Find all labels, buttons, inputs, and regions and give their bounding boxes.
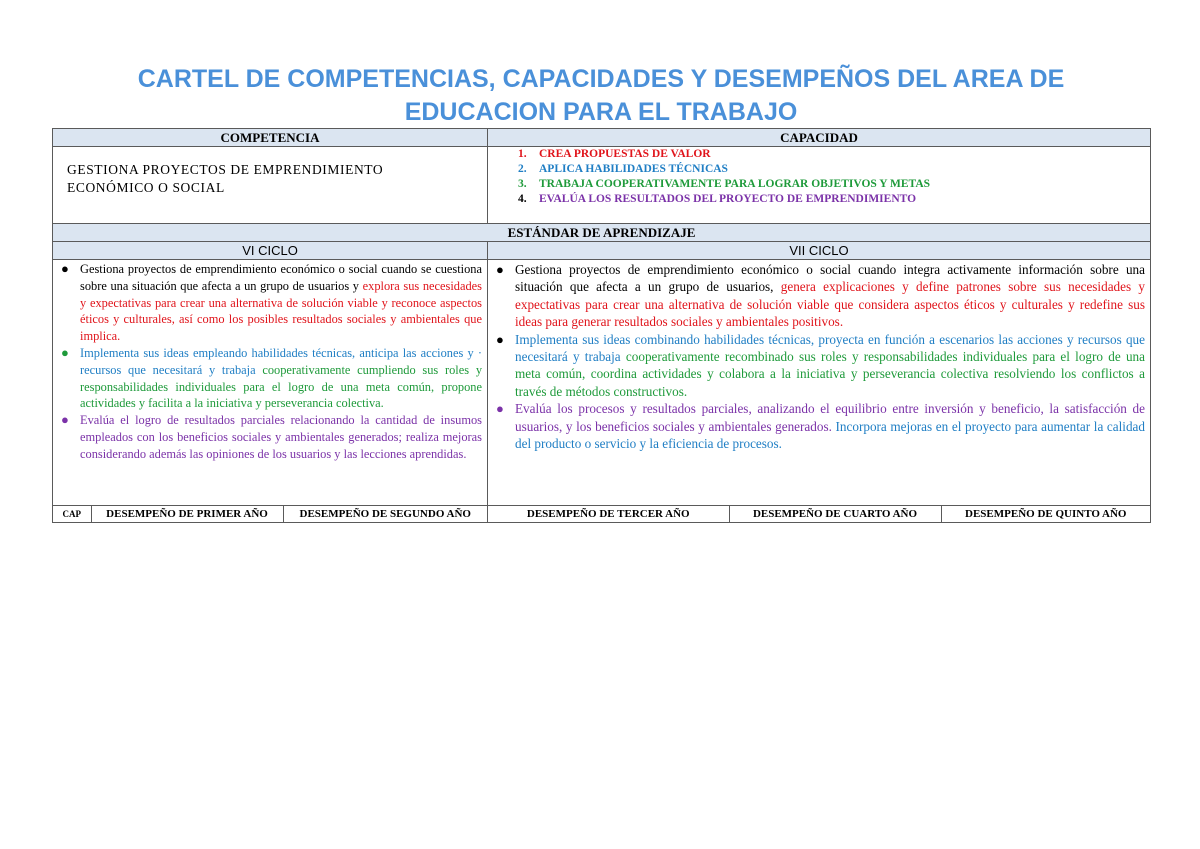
competencia-line-2: ECONÓMICO O SOCIAL bbox=[67, 180, 225, 195]
bullet-icon: ● bbox=[496, 262, 504, 277]
desempeno-left-group bbox=[53, 506, 488, 523]
capacidad-item bbox=[518, 192, 1142, 207]
title-line-1: CARTEL DE COMPETENCIAS, CAPACIDADES Y DESEMPEÑOS DEL AREA DE bbox=[137, 65, 1065, 93]
bullet-icon: ● bbox=[61, 344, 69, 360]
vii-b3-text: Evalúa los procesos y resultados parciales, analizando el equilibrio entre inversión y beneficio, la satisfacción de usuarios, y los beneficios sociales y ambientales generados. bbox=[515, 401, 1145, 434]
list-item bbox=[493, 400, 1145, 452]
competencia-line-1: GESTIONA PROYECTOS DE EMPRENDIMIENTO bbox=[67, 162, 384, 177]
vi-b1-highlight: explora sus necesidades y expectativas para crear una alternativa de solución viable y reconoce aspectos éticos y culturales, así como los posibles resultados sociales y ambientales que implica. bbox=[80, 278, 483, 344]
vii-b1-highlight: genera explicaciones y define patrones sobre sus necesidades y expectativas para crear una alternativa de solución viable que considera aspectos éticos y culturales y redefine sus ideas para generar resultados sociales y ambientales positivos. bbox=[515, 279, 1145, 330]
vi-ciclo-bullets bbox=[58, 261, 482, 463]
vii-b3-highlight: Incorpora mejoras en el proyecto para aumentar la calidad del producto o servicio y la eficiencia de procesos. bbox=[515, 418, 1145, 452]
vi-ciclo-standard bbox=[53, 260, 488, 506]
capacidad-item bbox=[518, 162, 1142, 177]
capacidad-number: 4. bbox=[518, 193, 527, 205]
desempeno-right-table bbox=[488, 506, 1150, 522]
competencia-cell bbox=[53, 147, 488, 224]
vi-b2-highlight: cooperativamente cumpliendo sus roles y responsabilidades individuales para el logro de una meta común, propone actividades y facilita a la iniciativa y perseverancia colectiva. bbox=[80, 362, 483, 411]
list-item bbox=[493, 331, 1145, 401]
bullet-icon: ● bbox=[496, 331, 504, 347]
list-item bbox=[58, 345, 482, 412]
vii-b2-highlight: cooperativamente recombinado sus roles y responsabilidades individuales para el logro de una meta común, coordina actividades y colabora a la iniciativa y perseverancia colectiva resolviendo los conflictos a través de métodos constructivos. bbox=[515, 349, 1145, 399]
vii-ciclo-bullets bbox=[493, 261, 1145, 452]
header-competencia: COMPETENCIA bbox=[53, 129, 488, 147]
bullet-icon: ● bbox=[496, 401, 504, 417]
bullet-icon: ● bbox=[61, 412, 69, 428]
capacidad-text: EVALÚA LOS RESULTADOS DEL PROYECTO DE EMPRENDIMIENTO bbox=[539, 193, 917, 205]
list-item bbox=[58, 412, 482, 462]
vi-b3-text: Evalúa el logro de resultados parciales relacionando la cantidad de insumos empleados con los beneficios sociales y ambientales generados; realiza mejoras considerando además las opiniones de los usuarios y las lecciones aprendidas. bbox=[80, 413, 482, 461]
capacidad-number: 2. bbox=[518, 163, 527, 175]
page-title bbox=[52, 63, 1150, 129]
header-estandar: ESTÁNDAR DE APRENDIZAJE bbox=[53, 224, 1151, 242]
capacidad-item bbox=[518, 177, 1142, 192]
desempeno-quinto: DESEMPEÑO DE QUINTO AÑO bbox=[965, 508, 1127, 520]
desempeno-left-table bbox=[53, 506, 487, 522]
vii-b2-text: Implementa sus ideas combinando habilidades técnicas, proyecta en función a escenarios las acciones y recursos que necesitará y trabaja bbox=[515, 331, 1145, 365]
vi-b1-text: Gestiona proyectos de emprendimiento económico o social cuando se cuestiona sobre una situación que afecta a un grupo de usuarios y bbox=[80, 262, 482, 293]
capacidad-list bbox=[518, 147, 1142, 207]
header-capacidad: CAPACIDAD bbox=[488, 129, 1151, 147]
capacidad-number: 1. bbox=[518, 148, 527, 160]
capacidad-text: APLICA HABILIDADES TÉCNICAS bbox=[539, 163, 728, 175]
capacidad-text: CREA PROPUESTAS DE VALOR bbox=[539, 148, 711, 160]
capacidad-text: TRABAJA COOPERATIVAMENTE PARA LOGRAR OBJETIVOS Y METAS bbox=[539, 178, 931, 190]
list-item bbox=[493, 261, 1145, 331]
title-line-2: EDUCACION PARA EL TRABAJO bbox=[404, 98, 798, 126]
desempeno-tercer: DESEMPEÑO DE TERCER AÑO bbox=[488, 506, 729, 522]
vi-b2-text: Implementa sus ideas empleando habilidades técnicas, anticipa las acciones y · recursos que necesitará y trabaja bbox=[80, 345, 482, 377]
cartel-table bbox=[52, 128, 1151, 523]
vii-b1-text: Gestiona proyectos de emprendimiento económico o social cuando integra activamente información sobre una situación que afecta a un grupo de usuarios, bbox=[515, 262, 1145, 295]
cap-header: CAP bbox=[53, 506, 91, 522]
capacidad-number: 3. bbox=[518, 178, 527, 190]
capacidad-item bbox=[518, 147, 1142, 162]
desempeno-primer: DESEMPEÑO DE PRIMER AÑO bbox=[91, 506, 283, 522]
capacidad-cell bbox=[488, 147, 1151, 224]
desempeno-segundo: DESEMPEÑO DE SEGUNDO AÑO bbox=[299, 508, 471, 520]
header-vii-ciclo: VII CICLO bbox=[488, 242, 1151, 260]
list-item bbox=[58, 261, 482, 345]
desempeno-right-group bbox=[488, 506, 1151, 523]
vii-ciclo-standard bbox=[488, 260, 1151, 506]
bullet-icon: ● bbox=[61, 261, 69, 276]
header-vi-ciclo: VI CICLO bbox=[53, 242, 488, 260]
desempeno-cuarto: DESEMPEÑO DE CUARTO AÑO bbox=[729, 506, 941, 522]
